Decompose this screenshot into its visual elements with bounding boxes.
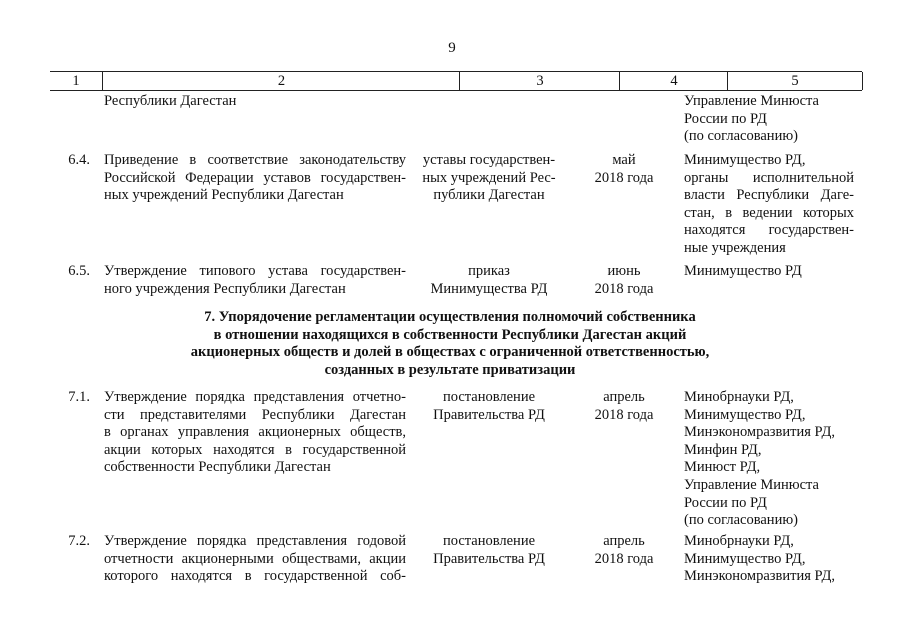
deadline-line: июнь — [607, 263, 641, 279]
responsible-line: ные учреждения — [684, 239, 786, 256]
document-line: Правительства РД — [433, 550, 545, 567]
measure-cell — [104, 152, 406, 205]
measure-line: Приведение в соответствие законодательству — [104, 152, 406, 168]
measure-line: собственности Республики Дагестан — [104, 459, 331, 476]
responsible-line: Управление Минюста — [684, 476, 819, 493]
section-heading-line: 7. Упорядочение регламентации осуществления полномочий собственника — [204, 309, 696, 325]
deadline-cell — [572, 389, 676, 424]
responsible-cell — [684, 152, 854, 258]
responsible-line: Минимущество РД — [684, 263, 802, 279]
document-line: постановление — [442, 533, 536, 549]
responsible-line: России по РД — [684, 494, 767, 511]
measure-cell — [104, 93, 406, 111]
document-line: Правительства РД — [433, 406, 545, 423]
responsible-cell — [684, 533, 854, 586]
responsible-line: Минэкономразвития РД, — [684, 424, 836, 441]
responsible-line: Минобрнауки РД, — [684, 533, 794, 549]
row-number: 6.5. — [68, 263, 90, 279]
responsible-line: Минимущество РД, — [684, 152, 806, 168]
document-line: ных учреждений Рес- — [422, 169, 556, 186]
document-cell — [413, 152, 565, 205]
document-cell — [413, 263, 565, 298]
measure-cell — [104, 263, 406, 298]
measure-line: сти представителями Республики Дагестан — [104, 406, 406, 423]
section-heading-line: созданных в результате приватизации — [324, 361, 576, 378]
responsible-line: Минимущество РД, — [684, 406, 806, 423]
measure-line: в органах управления акционерных обществ, — [104, 424, 406, 441]
deadline-line: 2018 года — [594, 280, 654, 297]
table-header-row — [50, 71, 862, 91]
header-col-1: 1 — [72, 73, 80, 89]
responsible-cell — [684, 93, 854, 146]
measure-cell — [104, 389, 406, 477]
responsible-line: (по согласованию) — [684, 128, 798, 145]
header-col-4: 4 — [619, 72, 728, 90]
measure-line: Республики Дагестан — [104, 93, 237, 109]
document-cell — [413, 389, 565, 424]
document-cell — [413, 533, 565, 568]
section-heading — [150, 309, 750, 379]
measure-line: Утверждение типового устава государствен- — [104, 263, 406, 279]
document-line: Минимущества РД — [430, 280, 548, 297]
document-line: приказ — [468, 263, 510, 279]
row-number: 7.1. — [68, 389, 90, 405]
deadline-cell — [572, 263, 676, 298]
row-number: 6.4. — [68, 152, 90, 168]
responsible-line: Управление Минюста — [684, 93, 819, 109]
deadline-line: 2018 года — [594, 406, 654, 423]
responsible-line: Минюст РД, — [684, 459, 761, 476]
measure-line: Утверждение порядка представления отчетно- — [104, 389, 406, 405]
document-line: уставы государствен- — [422, 152, 556, 168]
page-number: 9 — [448, 40, 456, 56]
deadline-line: май — [612, 152, 636, 168]
row-number: 7.2. — [68, 533, 90, 549]
header-col-3: 3 — [459, 72, 620, 90]
responsible-cell — [684, 263, 854, 281]
responsible-cell — [684, 389, 854, 530]
responsible-line: России по РД — [684, 110, 767, 127]
document-line: публики Дагестан — [433, 187, 545, 204]
responsible-line: Минимущество РД, — [684, 550, 806, 567]
deadline-line: 2018 года — [594, 550, 654, 567]
measure-line: акции которых находятся в государственной — [104, 441, 406, 458]
deadline-line: апрель — [603, 533, 645, 549]
header-col-5: 5 — [727, 72, 863, 90]
deadline-cell — [572, 533, 676, 568]
measure-line: Российской Федерации уставов государствен- — [104, 169, 406, 186]
measure-line: ного учреждения Республики Дагестан — [104, 280, 346, 297]
responsible-line: органы исполнительной — [684, 169, 854, 186]
section-heading-line: акционерных обществ и долей в обществах с ограниченной ответственностью, — [190, 344, 710, 361]
responsible-line: Минэкономразвития РД, — [684, 568, 836, 585]
responsible-line: находятся государствен- — [684, 222, 854, 239]
responsible-line: Минфин РД, — [684, 441, 762, 458]
deadline-line: 2018 года — [594, 169, 654, 186]
measure-line: ных учреждений Республики Дагестан — [104, 187, 344, 204]
header-col-2: 2 — [102, 72, 460, 90]
measure-line: Утверждение порядка представления годовой — [104, 533, 406, 549]
responsible-line: власти Республики Даге- — [684, 187, 854, 204]
deadline-cell — [572, 152, 676, 187]
responsible-line: (по согласованию) — [684, 512, 798, 529]
responsible-line: Минобрнауки РД, — [684, 389, 794, 405]
measure-line: отчетности акционерными обществами, акции — [104, 550, 406, 567]
responsible-line: стан, в ведении которых — [684, 204, 854, 221]
measure-line: которого находятся в государственной соб- — [104, 568, 406, 585]
document-line: постановление — [442, 389, 536, 405]
deadline-line: апрель — [603, 389, 645, 405]
section-heading-line: в отношении находящихся в собственности Республики Дагестан акций — [213, 326, 687, 343]
measure-cell — [104, 533, 406, 586]
